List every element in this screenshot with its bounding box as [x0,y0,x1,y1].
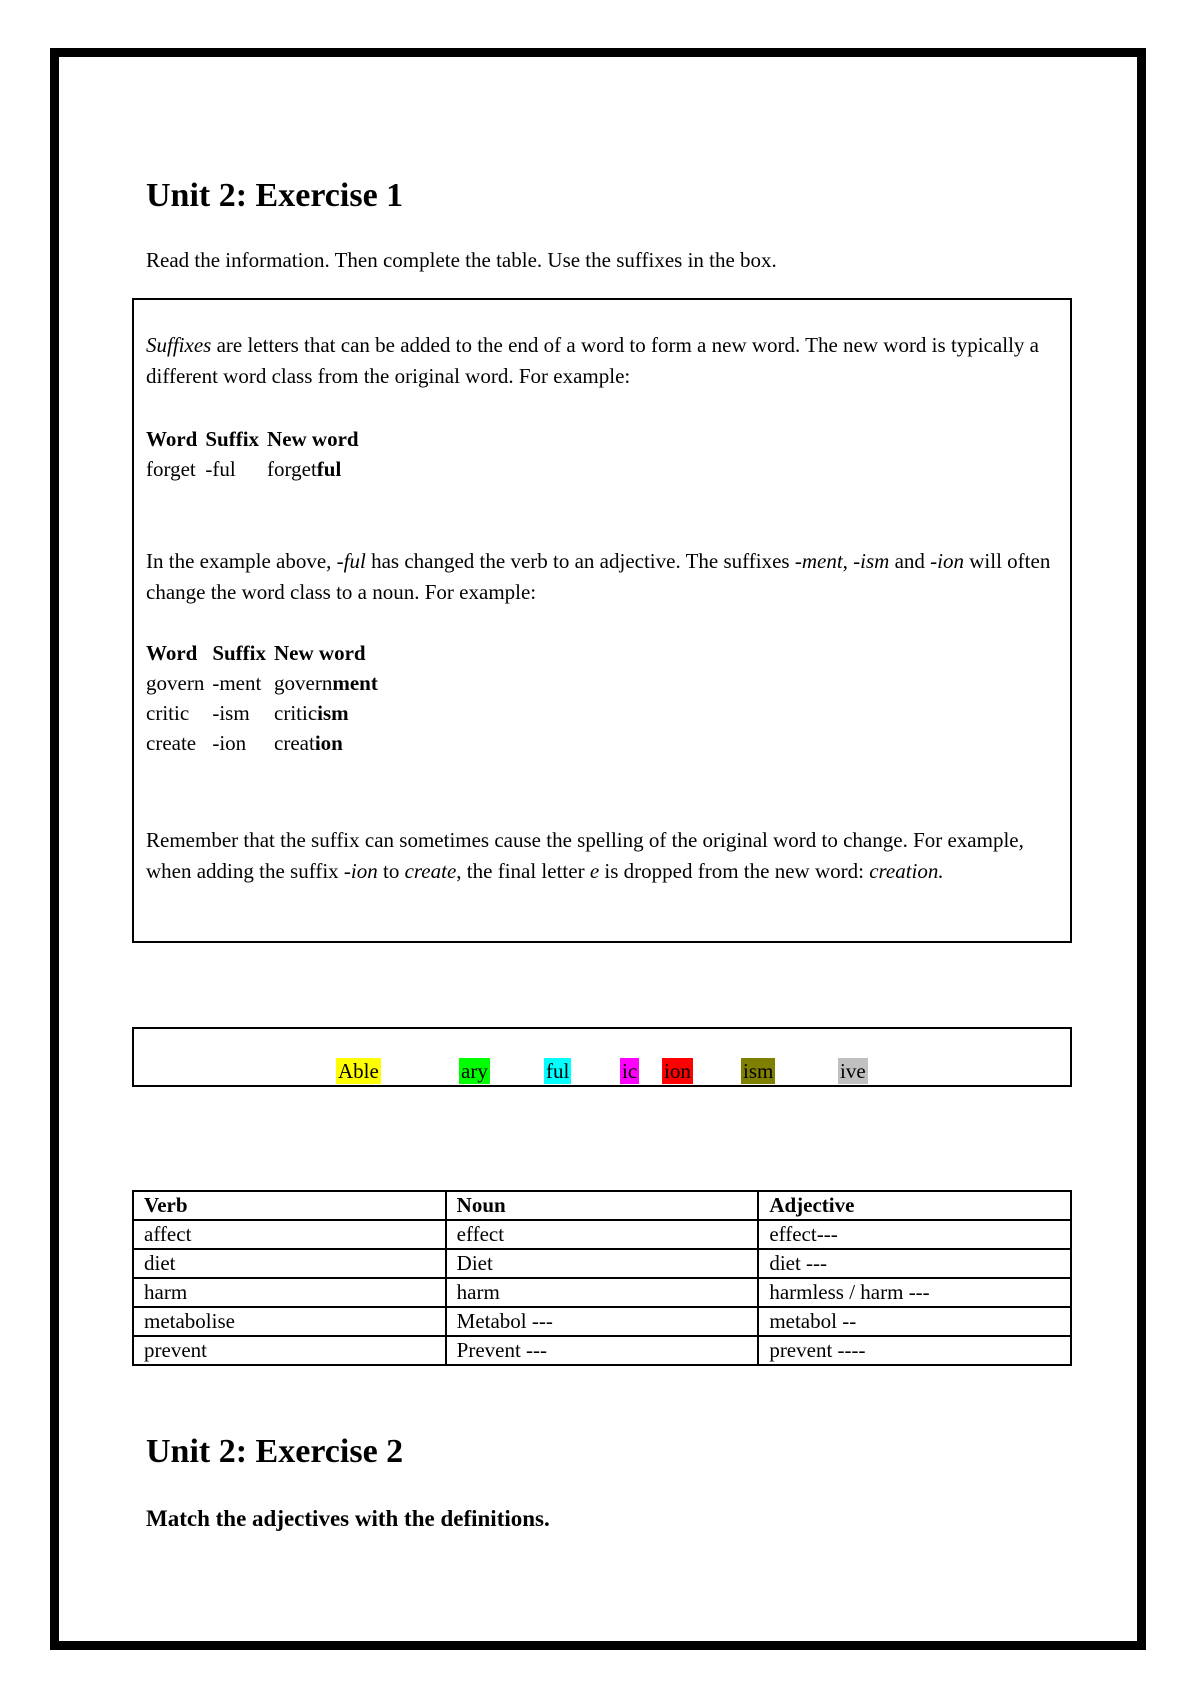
verb-cell: affect [133,1220,446,1249]
suffix-chip-ic: ic [622,1059,638,1083]
example-suffix: -ment [212,671,262,695]
new-word-stem: critic [274,701,318,725]
example-new-word [267,454,367,484]
suffixes-term: Suffixes [146,333,212,357]
new-word-stem: forget [267,457,317,481]
table-row [133,1307,1071,1336]
italic-run: -ion [343,859,378,883]
header-new-word: New word [267,427,359,451]
example-word: create [146,731,197,755]
exercise-1-instruction: Read the information. Then complete the table. Use the suffixes in the box. [146,248,777,272]
italic-run: -ism [853,549,890,573]
new-word-stem: creat [274,731,315,755]
italic-run: -ful [336,549,366,573]
exercise-1-title: Unit 2: Exercise 1 [146,177,404,214]
info-paragraph-3 [146,825,1058,887]
example-table-2 [146,638,386,758]
italic-run: -ion [930,549,964,573]
example-word: forget [146,457,196,481]
header-suffix: Suffix [205,427,260,451]
noun-cell: Metabol --- [446,1307,759,1336]
verb-cell: prevent [133,1336,446,1365]
example-table-2-header [146,638,386,668]
text-run: Remember that the suffix can sometimes cause the spelling of the original word to change. For example, when adding the suffix [146,828,1024,883]
verb-cell: diet [133,1249,446,1278]
table-row [133,1278,1071,1307]
italic-run: create [404,859,457,883]
adjective-cell: effect--- [758,1220,1071,1249]
header-word: Word [146,427,198,451]
suffix-chip-ism: ism [743,1059,774,1083]
noun-cell: harm [446,1278,759,1307]
example-word: critic [146,701,190,725]
text-run: , [842,549,854,573]
noun-cell: Diet [446,1249,759,1278]
header-suffix: Suffix [212,641,267,665]
word-class-table [132,1190,1072,1366]
adjective-cell: harmless / harm --- [758,1278,1071,1307]
italic-run: e [589,859,600,883]
example-word: govern [146,671,205,695]
table-row [133,1336,1071,1365]
example-row [146,728,386,758]
adjective-cell: metabol -- [758,1307,1071,1336]
text-run: to [377,859,405,883]
italic-run: -ment [794,549,843,573]
suffix-chip-ion: ion [664,1059,691,1083]
new-word-ending: ion [314,731,343,755]
new-word-stem: govern [274,671,333,695]
example-table-1 [146,424,367,484]
adjective-cell: diet --- [758,1249,1071,1278]
table-row [133,1220,1071,1249]
info-paragraph-1 [146,330,1058,392]
table-header-row [133,1191,1071,1220]
noun-cell: effect [446,1220,759,1249]
new-word-ending: ism [317,701,349,725]
example-new-word [274,728,386,758]
text-run: and [889,549,931,573]
header-verb: Verb [133,1191,446,1220]
adjective-cell: prevent ---- [758,1336,1071,1365]
suffix-chip-ive: ive [840,1059,866,1083]
example-row [146,454,367,484]
new-word-ending: ful [316,457,342,481]
info-paragraph-1-text: are letters that can be added to the end of a word to form a new word. The new word is typically a different word class from the original word. For example: [146,333,1039,388]
header-adjective: Adjective [758,1191,1071,1220]
table-row [133,1249,1071,1278]
suffix-chip-ful: ful [546,1059,570,1083]
suffix-info-box [132,298,1072,943]
verb-cell: metabolise [133,1307,446,1336]
exercise-2-instruction: Match the adjectives with the definitions. [146,1506,550,1531]
text-run: , the final letter [456,859,590,883]
text-run: has changed the verb to an adjective. The suffixes [365,549,795,573]
exercise-2-title: Unit 2: Exercise 2 [146,1433,404,1470]
header-noun: Noun [446,1191,759,1220]
example-row [146,668,386,698]
example-table-1-header [146,424,367,454]
info-paragraph-2 [146,546,1058,608]
example-row [146,698,386,728]
noun-cell: Prevent --- [446,1336,759,1365]
suffix-word-box [132,1027,1072,1087]
text-run: In the example above, [146,549,337,573]
italic-run: creation. [869,859,944,883]
new-word-ending: ment [332,671,378,695]
example-suffix: -ion [212,731,247,755]
text-run: is dropped from the new word: [599,859,870,883]
example-new-word [274,698,386,728]
example-suffix: -ism [212,701,250,725]
example-suffix: -ful [205,457,236,481]
verb-cell: harm [133,1278,446,1307]
example-new-word [274,668,386,698]
header-new-word: New word [274,641,366,665]
text-run: will often change the word class to a noun. For example: [146,549,1051,604]
header-word: Word [146,641,198,665]
suffix-chip-ary: ary [461,1059,488,1083]
suffix-chip-able: Able [338,1059,379,1083]
